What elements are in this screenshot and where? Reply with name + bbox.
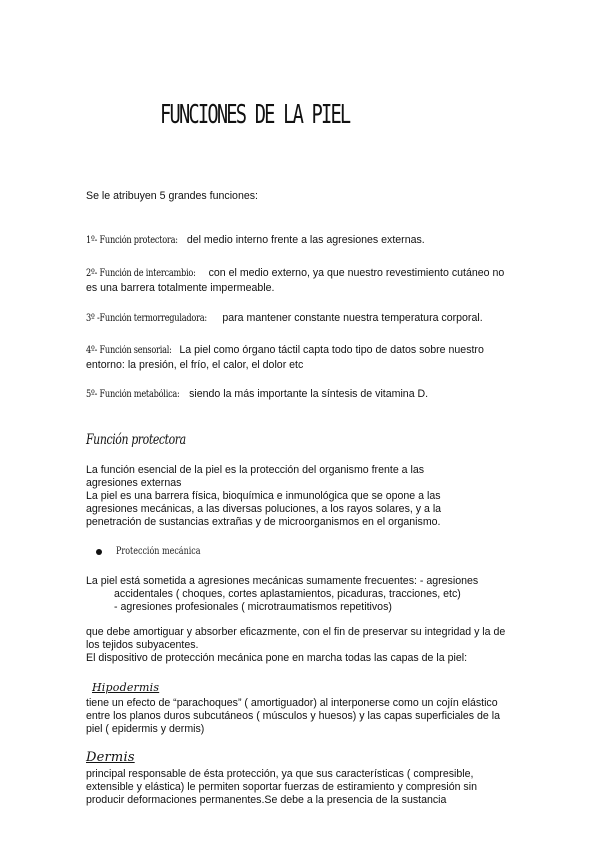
function-item-1 [86, 233, 506, 248]
mechanical-body [86, 626, 506, 665]
list-line: accidentales ( choques, cortes aplastamientos, picaduras, tracciones, etc) [114, 588, 461, 600]
function-item-2 [86, 266, 506, 295]
paragraph: La función esencial de la piel es la protección del organismo frente a las agresiones externas [86, 464, 425, 489]
mechanical-list [86, 575, 516, 614]
intro-text: Se le atribuyen 5 grandes funciones: [86, 190, 258, 202]
function-label: 2º- Función de intercambio: [86, 268, 196, 279]
function-label: 1º- Función protectora: [86, 235, 178, 246]
function-item-4 [86, 343, 506, 372]
hipodermis-heading: Hipodermis [92, 681, 160, 694]
bullet-icon [96, 549, 102, 555]
page-title: FUNCIONES DE LA PIEL [160, 100, 350, 130]
paragraph: El dispositivo de protección mecánica pone en marcha todas las capas de la piel: [86, 652, 468, 664]
list-line: - agresiones profesionales ( microtraumatismos repetitivos) [114, 601, 392, 613]
function-text: del medio interno frente a las agresiones externas. [183, 234, 425, 246]
function-text: para mantener constante nuestra temperatura corporal. [219, 312, 483, 324]
function-text: con el medio externo, ya que nuestro revestimiento cutáneo no es una barrera totalmente impermeable. [86, 267, 505, 294]
bullet-label: Protección mecánica [116, 546, 201, 557]
function-label: 3º -Función termorreguladora: [86, 313, 207, 324]
function-label: 5º- Función metabólica: [86, 389, 180, 400]
section-body [86, 464, 466, 529]
list-line: La piel está sometida a agresiones mecánicas sumamente frecuentes: - agresiones [86, 575, 479, 587]
function-text: La piel como órgano táctil capta todo tipo de datos sobre nuestro entorno: la presión, el frío, el calor, el dolor etc [86, 344, 484, 371]
paragraph: que debe amortiguar y absorber eficazmente, con el fin de preservar su integridad y la de los tejidos subyacentes. [86, 626, 506, 651]
section-heading: Función protectora [86, 432, 186, 448]
bullet-item [96, 546, 222, 557]
hipodermis-text: tiene un efecto de “parachoques” ( amortiguador) al interponerse como un cojín elástico entre los planos duros subcutáneos ( músculos y huesos) y las capas superficiales de la piel ( epidermis y dermis) [86, 697, 500, 735]
dermis-heading: Dermis [86, 750, 135, 765]
function-label: 4º- Función sensorial: [86, 345, 172, 356]
paragraph: La piel es una barrera física, bioquímica e inmunológica que se opone a las agresiones mecánicas, a las diversas poluciones, a los rayos solares, y a la penetración de sustancias extrañas y de microorganismos en el organismo. [86, 490, 442, 528]
function-item-5 [86, 387, 506, 402]
dermis-text: principal responsable de ésta protección, ya que sus características ( compresible, extensible y elástica) le permiten soportar fuerzas de estiramiento y compresión sin producir deformaciones permanentes.Se debe a la presencia de la sustancia [86, 768, 477, 806]
function-text: siendo la más importante la síntesis de vitamina D. [186, 388, 429, 400]
function-item-3 [86, 311, 506, 326]
